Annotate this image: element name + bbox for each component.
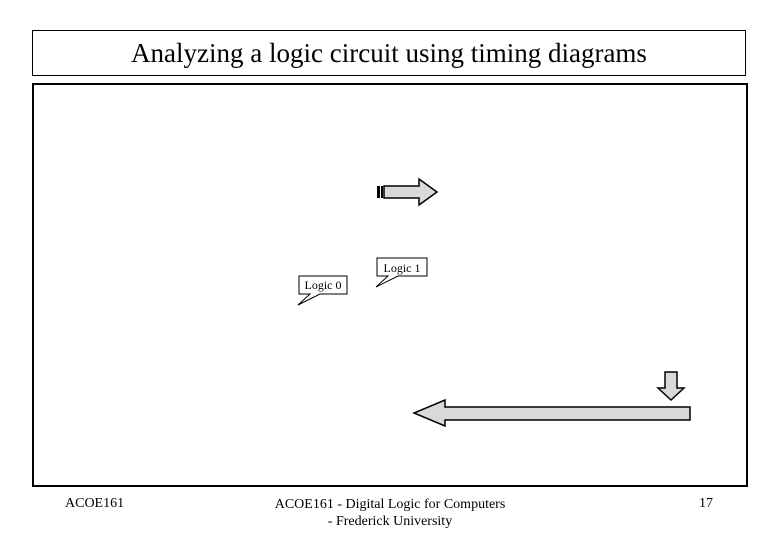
down-arrow-shape bbox=[658, 372, 684, 400]
logic0-label: Logic 0 bbox=[304, 278, 342, 292]
logic1-label: Logic 1 bbox=[383, 261, 421, 275]
footer-center-line2: - Frederick University bbox=[327, 514, 453, 529]
slide-title: Analyzing a logic circuit using timing diagrams bbox=[131, 37, 647, 68]
page-number: 17 bbox=[699, 496, 713, 511]
left-arrow-shape bbox=[414, 400, 690, 426]
footer-course: ACOE161 bbox=[65, 496, 125, 511]
right-arrow-shape bbox=[377, 179, 437, 205]
footer-center-text bbox=[250, 496, 530, 530]
logic0-callout bbox=[298, 276, 347, 305]
footer-center-line1: ACOE161 - Digital Logic for Computers bbox=[274, 497, 506, 512]
logic1-callout bbox=[376, 258, 427, 287]
